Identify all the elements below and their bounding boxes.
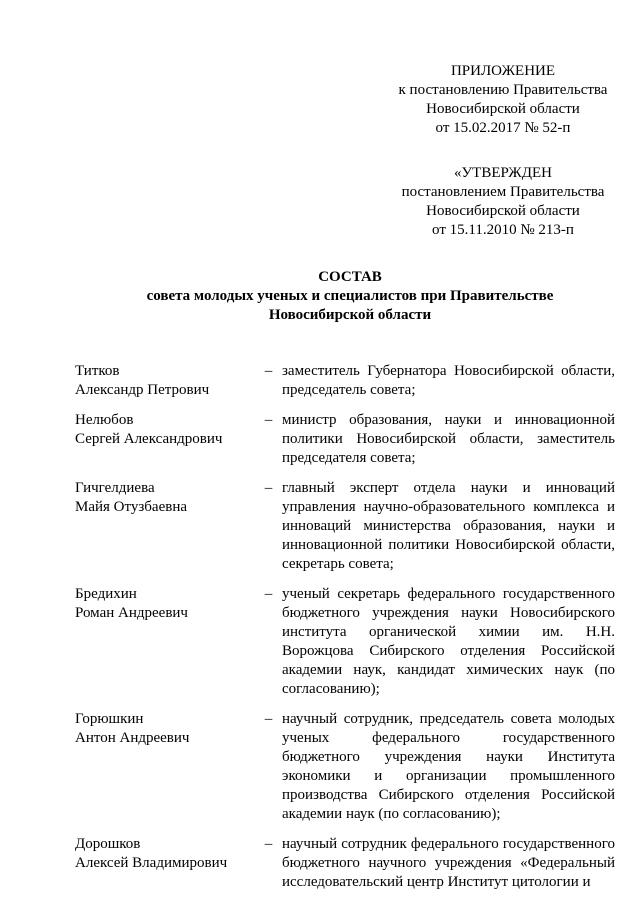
member-row bbox=[75, 585, 615, 699]
member-surname: Бредихин bbox=[75, 586, 137, 602]
appendix-title: ПРИЛОЖЕНИЕ bbox=[450, 63, 556, 79]
dash-separator: – bbox=[264, 480, 273, 496]
appendix-line-1: к постановлению Правительства bbox=[398, 82, 608, 98]
member-row bbox=[75, 479, 615, 574]
member-surname: Дорошков bbox=[75, 836, 141, 852]
member-row bbox=[75, 362, 615, 400]
appendix-block bbox=[388, 62, 618, 138]
approved-block bbox=[388, 164, 618, 240]
member-role: заместитель Губернатора Новосибирской области, председатель совета; bbox=[282, 363, 615, 398]
member-name bbox=[75, 479, 255, 574]
member-role: главный эксперт отдела науки и инноваций управления научно-образовательного комплекса и инноваций министерства образования, науки и инновационной политики Новосибирской области, секретарь совета; bbox=[282, 480, 615, 572]
member-name bbox=[75, 362, 255, 400]
member-given-names: Майя Отузбаевна bbox=[75, 499, 188, 515]
members-list bbox=[75, 362, 615, 903]
member-surname: Гичгелдиева bbox=[75, 480, 155, 496]
member-name bbox=[75, 835, 255, 892]
approved-line-2: Новосибирской области bbox=[426, 203, 580, 219]
member-name bbox=[75, 411, 255, 468]
approved-line-1: постановлением Правительства bbox=[401, 184, 605, 200]
member-surname: Нелюбов bbox=[75, 412, 134, 428]
member-name bbox=[75, 710, 255, 824]
member-given-names: Сергей Александрович bbox=[75, 431, 223, 447]
approved-title: «УТВЕРЖДЕН bbox=[454, 165, 552, 181]
heading-title: СОСТАВ bbox=[318, 269, 382, 285]
dash-separator: – bbox=[264, 836, 273, 852]
member-surname: Горюшкин bbox=[75, 711, 144, 727]
appendix-line-2: Новосибирской области bbox=[426, 101, 580, 117]
heading-subtitle-1: совета молодых ученых и специалистов при Правительстве bbox=[146, 288, 554, 304]
member-role: ученый секретарь федерального государственного бюджетного учреждения науки Новосибирского института органической химии им. Н.Н. Ворожцова Сибирского отделения Российской академии наук, кандидат химических наук (по согласованию); bbox=[282, 586, 615, 697]
member-given-names: Алексей Владимирович bbox=[75, 855, 228, 871]
dash-separator: – bbox=[264, 586, 273, 602]
member-role: министр образования, науки и инновационной политики Новосибирской области, заместитель председателя совета; bbox=[282, 412, 615, 466]
dash-separator: – bbox=[264, 711, 273, 727]
appendix-line-3: от 15.02.2017 № 52-п bbox=[435, 120, 571, 136]
member-name bbox=[75, 585, 255, 699]
member-given-names: Александр Петрович bbox=[75, 382, 210, 398]
member-role: научный сотрудник федерального государственного бюджетного научного учреждения «Федеральный исследовательский центр Институт цитологии и bbox=[282, 836, 615, 890]
approved-line-3: от 15.11.2010 № 213-п bbox=[432, 222, 574, 238]
member-row bbox=[75, 835, 615, 892]
heading-subtitle-2: Новосибирской области bbox=[268, 307, 432, 323]
member-given-names: Роман Андреевич bbox=[75, 605, 188, 621]
dash-separator: – bbox=[264, 363, 273, 379]
document-heading bbox=[60, 268, 640, 325]
member-role: научный сотрудник, председатель совета молодых ученых федерального государственного бюджетного учреждения науки Института экономики и организации промышленного производства Сибирского отделения Российской академии наук (по согласованию); bbox=[282, 711, 615, 822]
member-row bbox=[75, 411, 615, 468]
dash-separator: – bbox=[264, 412, 273, 428]
member-surname: Титков bbox=[75, 363, 120, 379]
member-given-names: Антон Андреевич bbox=[75, 730, 190, 746]
member-row bbox=[75, 710, 615, 824]
